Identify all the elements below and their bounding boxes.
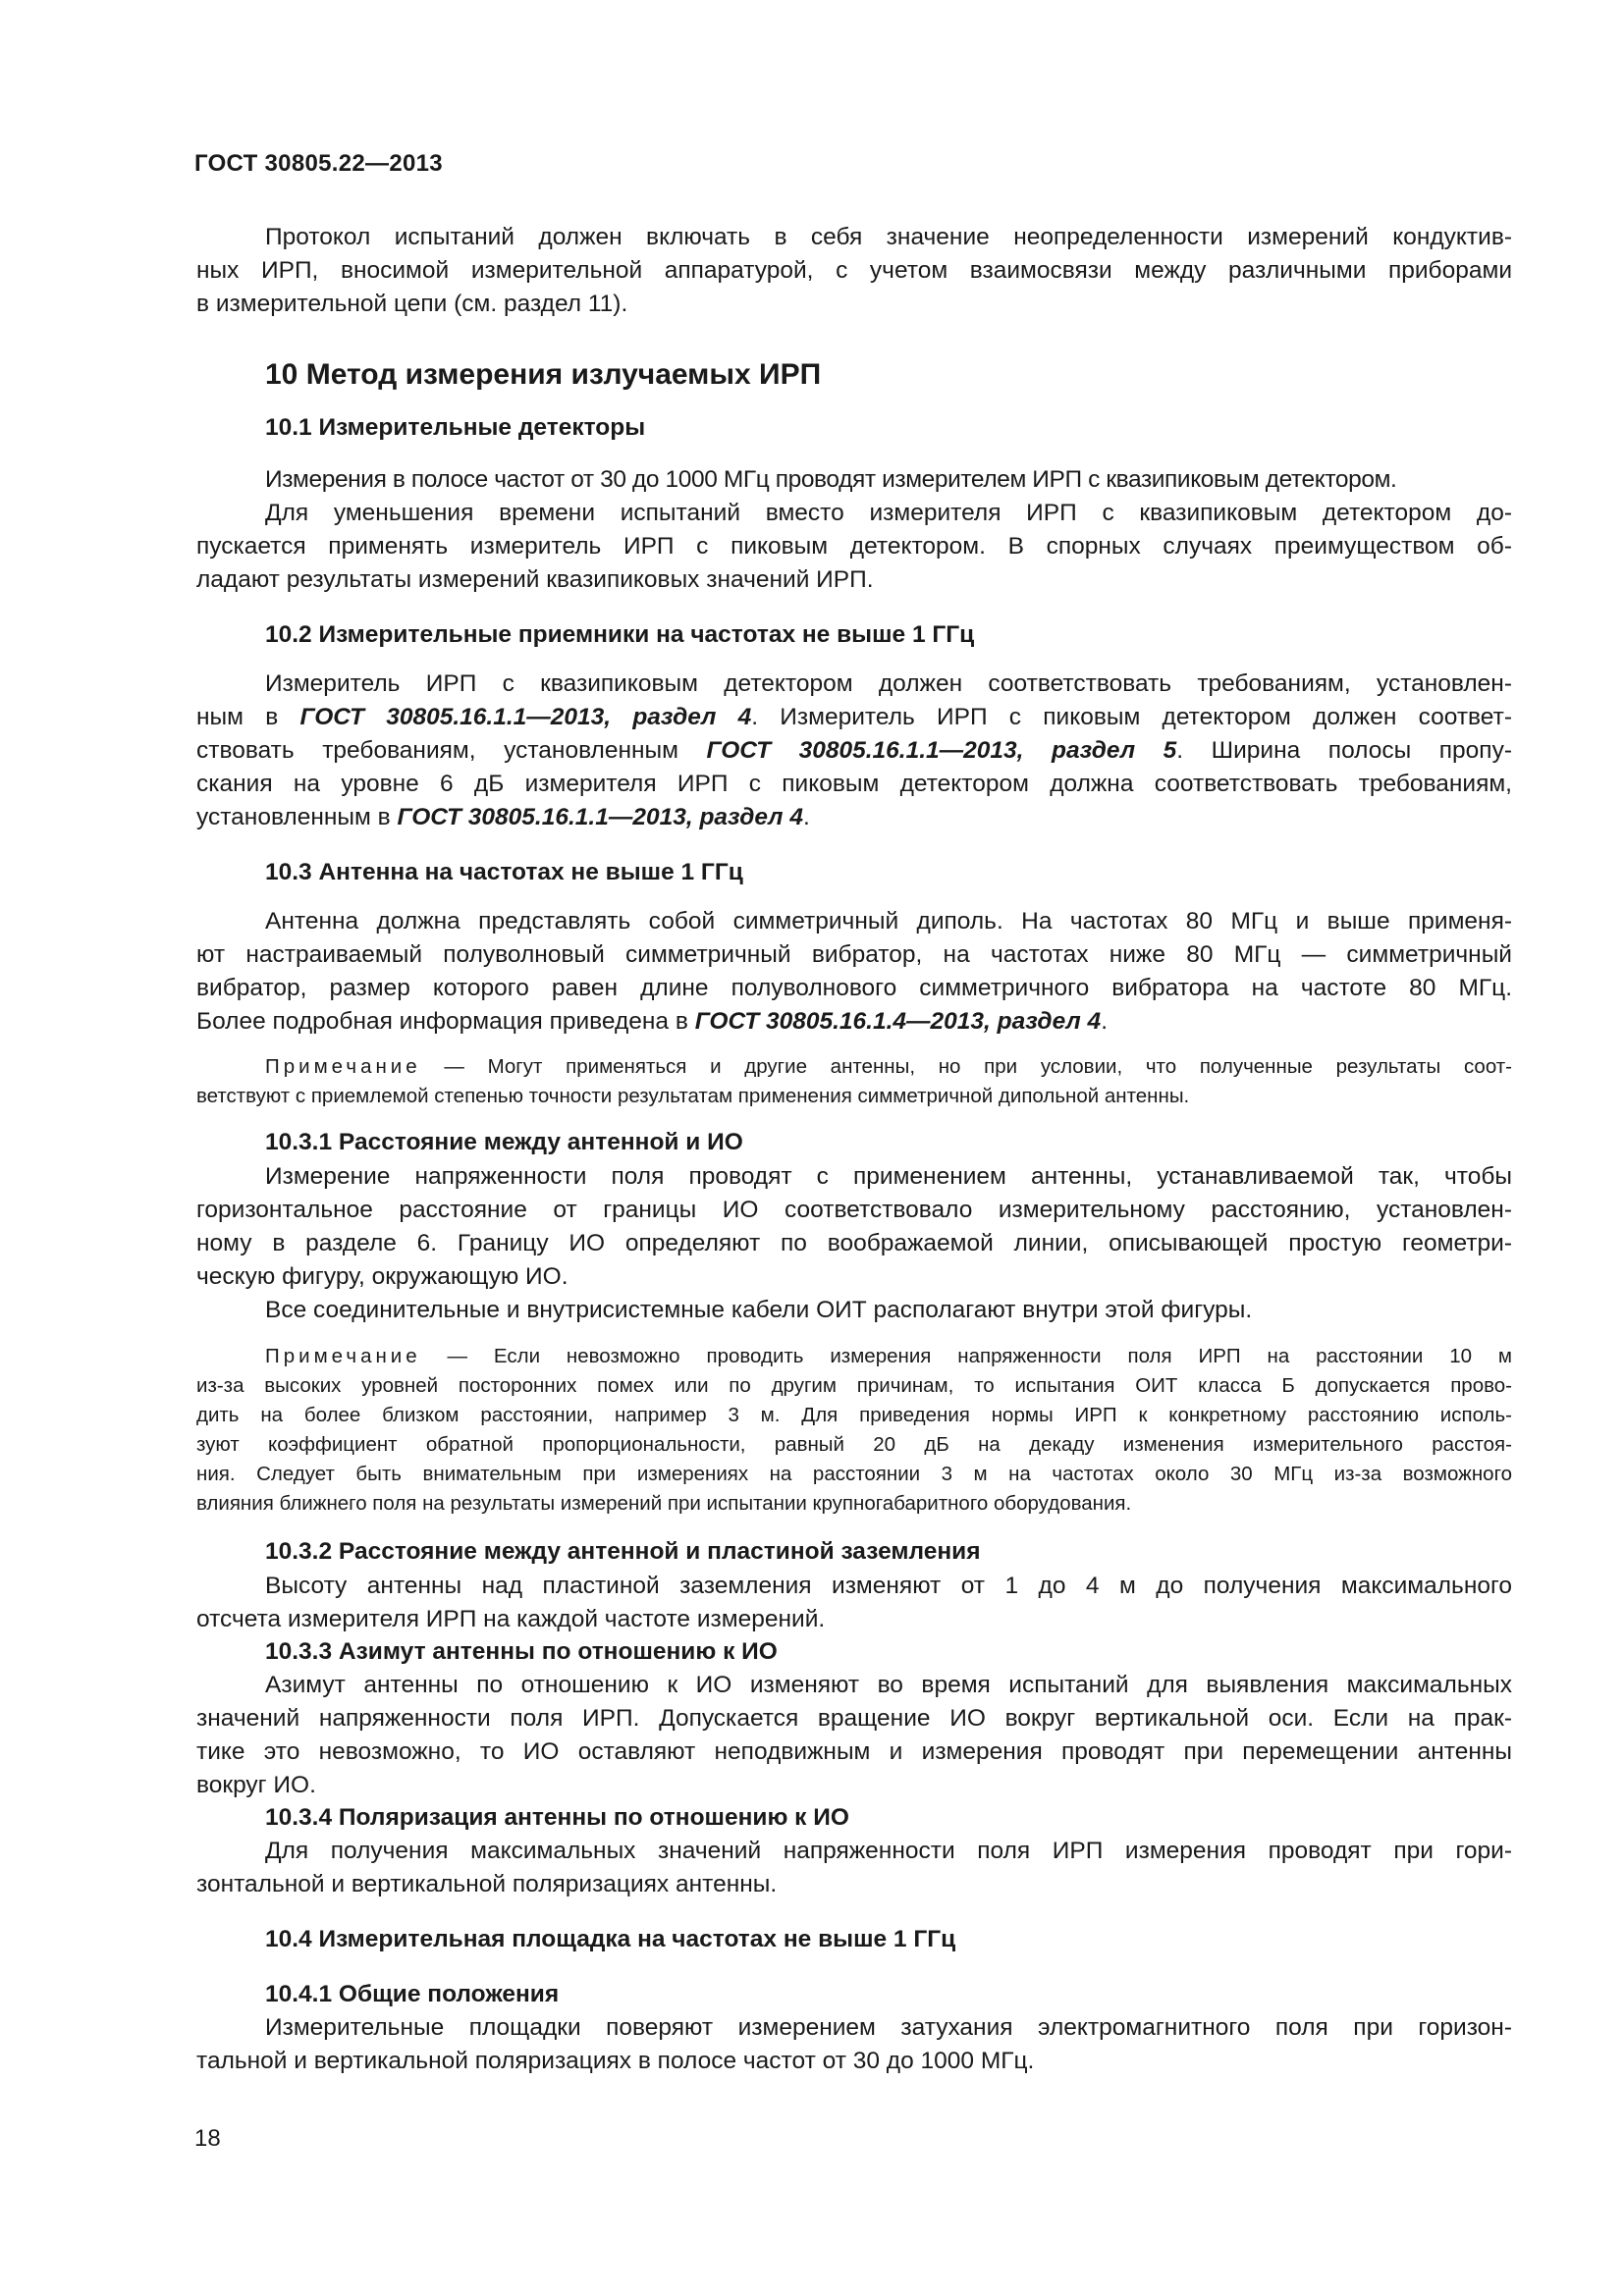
paragraph-line: значений напряженности поля ИРП. Допускается вращение ИО вокруг вертикальной оси. Если на прак- xyxy=(196,1705,1512,1732)
document-header: ГОСТ 30805.22—2013 xyxy=(194,150,443,177)
note-label: Примечание xyxy=(265,1345,421,1367)
note-line: Примечание — Если невозможно проводить измерения напряженности поля ИРП на расстоянии 10 м xyxy=(265,1345,1512,1367)
paragraph-line: горизонтальное расстояние от границы ИО соответствовало измерительному расстоянию, установлен- xyxy=(196,1197,1512,1223)
paragraph-line: ствовать требованиям, установленным ГОСТ 30805.16.1.1—2013, раздел 5. Ширина полосы пропу- xyxy=(196,737,1512,764)
paragraph-line: пускается применять измеритель ИРП с пиковым детектором. В спорных случаях преимуществом об- xyxy=(196,533,1512,560)
subsection-heading: 10.2 Измерительные приемники на частотах не выше 1 ГГц xyxy=(265,621,975,648)
paragraph-line: тике это невозможно, то ИО оставляют неподвижным и измерения проводят при перемещении антенны xyxy=(196,1738,1512,1765)
paragraph-line: Высоту антенны над пластиной заземления изменяют от 1 до 4 м до получения максимального xyxy=(265,1573,1512,1599)
paragraph-line: ному в разделе 6. Границу ИО определяют по воображаемой линии, описывающей простую геометри- xyxy=(196,1230,1512,1256)
note-line: влияния ближнего поля на результаты измерений при испытании крупногабаритного оборудования. xyxy=(196,1492,1132,1515)
subsection-heading: 10.3.4 Поляризация антенны по отношению к ИО xyxy=(265,1804,849,1831)
paragraph-line: Измерение напряженности поля проводят с применением антенны, устанавливаемой так, чтобы xyxy=(265,1163,1512,1190)
subsection-heading: 10.4 Измерительная площадка на частотах не выше 1 ГГц xyxy=(265,1926,956,1952)
paragraph-line: отсчета измерителя ИРП на каждой частоте измерений. xyxy=(196,1606,826,1632)
subsection-heading: 10.3.3 Азимут антенны по отношению к ИО xyxy=(265,1638,778,1665)
note-line: ния. Следует быть внимательным при измерениях на расстоянии 3 м на частотах около 30 МГц из-за возможного xyxy=(196,1463,1512,1485)
note-line: зуют коэффициент обратной пропорциональности, равный 20 дБ на декаду изменения измерительного расстоя- xyxy=(196,1433,1512,1456)
paragraph-line: Более подробная информация приведена в ГОСТ 30805.16.1.4—2013, раздел 4. xyxy=(196,1008,1108,1035)
paragraph-line: ладают результаты измерений квазипиковых значений ИРП. xyxy=(196,566,874,593)
paragraph-line: ют настраиваемый полуволновый симметричный вибратор, на частотах ниже 80 МГц — симметричный xyxy=(196,941,1512,968)
paragraph-line: Измерения в полосе частот от 30 до 1000 МГц проводят измерителем ИРП с квазипиковым детектором. xyxy=(265,466,1397,493)
page-number: 18 xyxy=(194,2125,221,2152)
paragraph-line: Для получения максимальных значений напряженности поля ИРП измерения проводят при гори- xyxy=(265,1838,1512,1864)
section-heading: 10 Метод измерения излучаемых ИРП xyxy=(265,358,822,391)
standard-reference: ГОСТ 30805.16.1.1—2013, раздел 4 xyxy=(299,704,752,730)
note-line: дить на более близком расстоянии, например 3 м. Для приведения нормы ИРП к конкретному расстоянию исполь- xyxy=(196,1404,1512,1426)
subsection-heading: 10.3 Антенна на частотах не выше 1 ГГц xyxy=(265,859,743,885)
paragraph-line: Все соединительные и внутрисистемные кабели ОИТ располагают внутри этой фигуры. xyxy=(265,1297,1253,1323)
subsection-heading: 10.1 Измерительные детекторы xyxy=(265,414,646,441)
standard-reference: ГОСТ 30805.16.1.4—2013, раздел 4 xyxy=(694,1008,1102,1035)
standard-reference: ГОСТ 30805.16.1.1—2013, раздел 5 xyxy=(706,737,1177,764)
paragraph-line: Протокол испытаний должен включать в себя значение неопределенности измерений кондуктив- xyxy=(265,224,1512,250)
paragraph-line: Для уменьшения времени испытаний вместо измерителя ИРП с квазипиковым детектором до- xyxy=(265,500,1512,526)
paragraph-line: скания на уровне 6 дБ измерителя ИРП с пиковым детектором должна соответствовать требованиям, xyxy=(196,771,1512,797)
paragraph-line: установленным в ГОСТ 30805.16.1.1—2013, раздел 4. xyxy=(196,804,810,830)
paragraph-line: ным в ГОСТ 30805.16.1.1—2013, раздел 4. Измеритель ИРП с пиковым детектором должен соответ- xyxy=(196,704,1512,730)
paragraph-line: в измерительной цепи (см. раздел 11). xyxy=(196,291,628,317)
paragraph-line: вибратор, размер которого равен длине полуволнового симметричного вибратора на частоте 80 МГц. xyxy=(196,975,1512,1001)
note-label: Примечание xyxy=(265,1055,421,1078)
note-line: Примечание — Могут применяться и другие антенны, но при условии, что полученные результаты соот- xyxy=(265,1055,1513,1078)
paragraph-line: Антенна должна представлять собой симметричный диполь. На частотах 80 МГц и выше применя- xyxy=(265,908,1512,934)
standard-reference: ГОСТ 30805.16.1.1—2013, раздел 4 xyxy=(397,804,803,830)
subsection-heading: 10.4.1 Общие положения xyxy=(265,1981,560,2007)
subsection-heading: 10.3.1 Расстояние между антенной и ИО xyxy=(265,1129,743,1155)
subsection-heading: 10.3.2 Расстояние между антенной и пластиной заземления xyxy=(265,1538,981,1565)
paragraph-line: Азимут антенны по отношению к ИО изменяют во время испытаний для выявления максимальных xyxy=(265,1672,1512,1698)
paragraph-line: ческую фигуру, окружающую ИО. xyxy=(196,1263,568,1290)
note-line: из-за высоких уровней посторонних помех или по другим причинам, то испытания ОИТ класса Б допускается прово- xyxy=(196,1374,1512,1397)
note-line: ветствуют с приемлемой степенью точности результатам применения симметричной дипольной антенны. xyxy=(196,1085,1190,1107)
paragraph-line: зонтальной и вертикальной поляризациях антенны. xyxy=(196,1871,778,1897)
paragraph-line: ных ИРП, вносимой измерительной аппаратурой, с учетом взаимосвязи между различными приборами xyxy=(196,257,1512,284)
paragraph-line: тальной и вертикальной поляризациях в полосе частот от 30 до 1000 МГц. xyxy=(196,2048,1035,2074)
paragraph-line: Измеритель ИРП с квазипиковым детектором должен соответствовать требованиям, установлен- xyxy=(265,670,1512,697)
paragraph-line: вокруг ИО. xyxy=(196,1772,316,1798)
paragraph-line: Измерительные площадки поверяют измерением затухания электромагнитного поля при горизон- xyxy=(265,2014,1512,2041)
